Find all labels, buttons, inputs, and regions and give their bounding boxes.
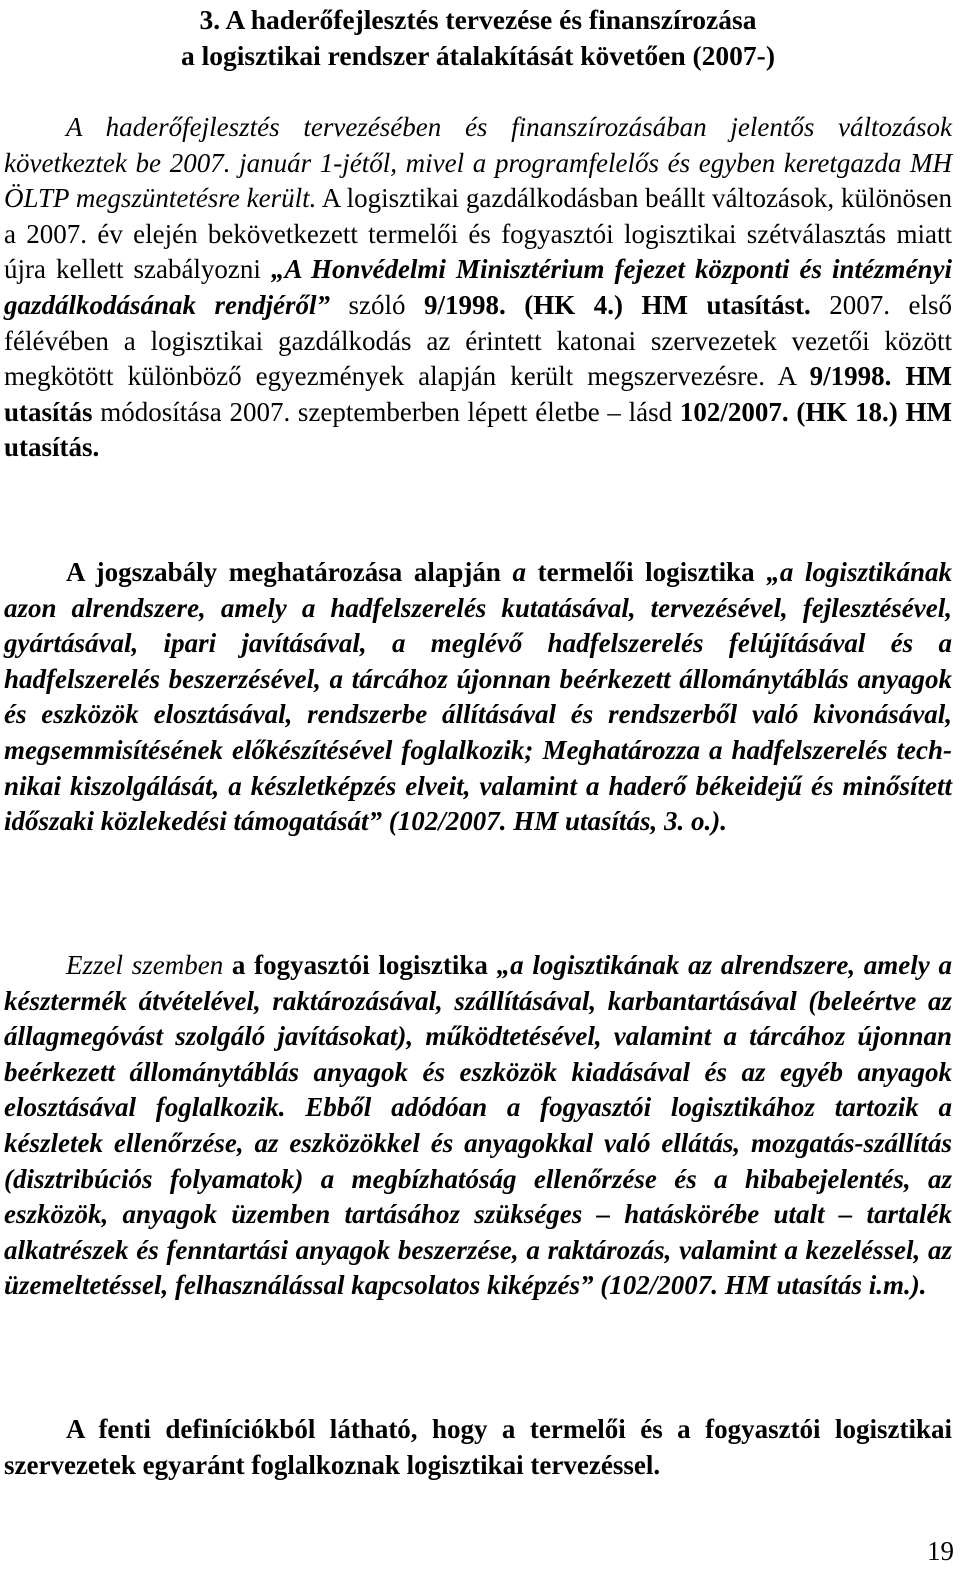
para1-regulation-ref-2: 9/1998. HM utasítás [4, 361, 952, 427]
paragraph-1 [4, 110, 952, 466]
section-heading [4, 2, 952, 74]
heading-line-2: a logisztikai rendszer átalakítását követően (2007-) [180, 40, 775, 71]
para3-intro: Ezzel szemben [66, 950, 224, 980]
heading-line-1: 3. A haderőfejlesztés tervezése és finanszírozása [199, 4, 757, 35]
para2-term: termelői logisztika [526, 557, 767, 587]
paragraph-2 [4, 555, 952, 840]
para1-text-2: szóló [330, 289, 425, 320]
para1-regulation-title: „A Honvédelmi Minisztérium fejezet központi és intézményi gazdálkodásának rendjéről” [4, 254, 953, 320]
para1-text: A logisztikai gazdálkodásban beállt változások, különösen a 2007. év elején bekövetkezett termelői és fogyasztói logisztikai szétválasztás miatt újra kellett szabályozni [4, 183, 953, 285]
para2-intro: A jogszabály meghatározása alapján [66, 557, 513, 587]
paragraph-3 [4, 948, 952, 1304]
para3-term: a fogyasztói logisztika [223, 950, 497, 980]
para2-definition: „a logisztikának azon alrendszere, amely a hadfelszerelés kutatásával, tervezésével, fejlesztésével, gyártásával, ipari javításával, a meglévő hadfelszerelés felújításával és a hadfelszerelés beszerzésével, a tárcához újonnan beérkezett állománytáblás anyagok és eszközök elosztásával, rendszerbe állításával és rendszerből való kivonásával, megsemmisítésének előkészítésével foglalkozik; Meghatározza a hadfelszerelés technikai kiszolgálását, a készletképzés elveit, valamint a haderő békeidejű és minősített időszaki közlekedési támogatását” (102/2007. HM utasítás, 3. o.). [4, 557, 952, 837]
para1-text-4: módosítása 2007. szeptemberben lépett életbe – lásd [92, 396, 680, 427]
para1-text-3: 2007. első félévében a logisztikai gazdálkodás az érintett katonai szervezetek vezetői között megkötött különböző egyezmények alapján került megszervezésre. A [4, 289, 952, 392]
para1-regulation-ref-3: 102/2007. (HK 18.) HM utasítás. [4, 396, 952, 463]
para4-conclusion: A fenti definíciókból látható, hogy a termelői és a fogyasztói logisztikai szervezetek egyaránt foglalkoznak logisztikai tervezéssel. [4, 1414, 952, 1480]
para1-intro-italic: A haderőfejlesztés tervezésében és finanszírozásában jelentős változások következtek be 2007. január 1-jétől, mivel a programfelelős és egyben keretgazda MH ÖLTP megszüntetésre került. [4, 112, 952, 214]
paragraph-4 [4, 1412, 952, 1483]
page-number: 19 [927, 1536, 954, 1566]
para2-article: a [512, 557, 526, 587]
para1-regulation-ref: 9/1998. (HK 4.) HM utasítást. [424, 289, 811, 320]
para3-definition: „a logisztikának az alrendszere, amely a késztermék átvételével, raktározásával, szállításával, karbantartásával (beleértve az állagmegóvást szolgáló javításokat), működtetésével, valamint a tárcához újonnan beérkezett állománytáblás anyagok és eszközök kiadásával és az egyéb anyagok elosztásával foglalkozik. Ebből adódóan a fogyasztói logisztikához tartozik a készletek ellenőrzése, az eszközökkel és anyagokkal való ellátás, mozgatás-szállítás (disztribúciós folyamatok) a megbízhatóság ellenőrzése és a hibabejelentés, az eszközök, anyagok üzemben tartásához szükséges – hatáskörébe utalt – tartalék alkatrészek és fenntartási anyagok beszerzése, a raktározás, valamint a kezeléssel, az üzemeltetéssel, felhasználással kapcsolatos kiképzés” (102/2007. HM utasítás i.m.). [4, 950, 952, 1301]
